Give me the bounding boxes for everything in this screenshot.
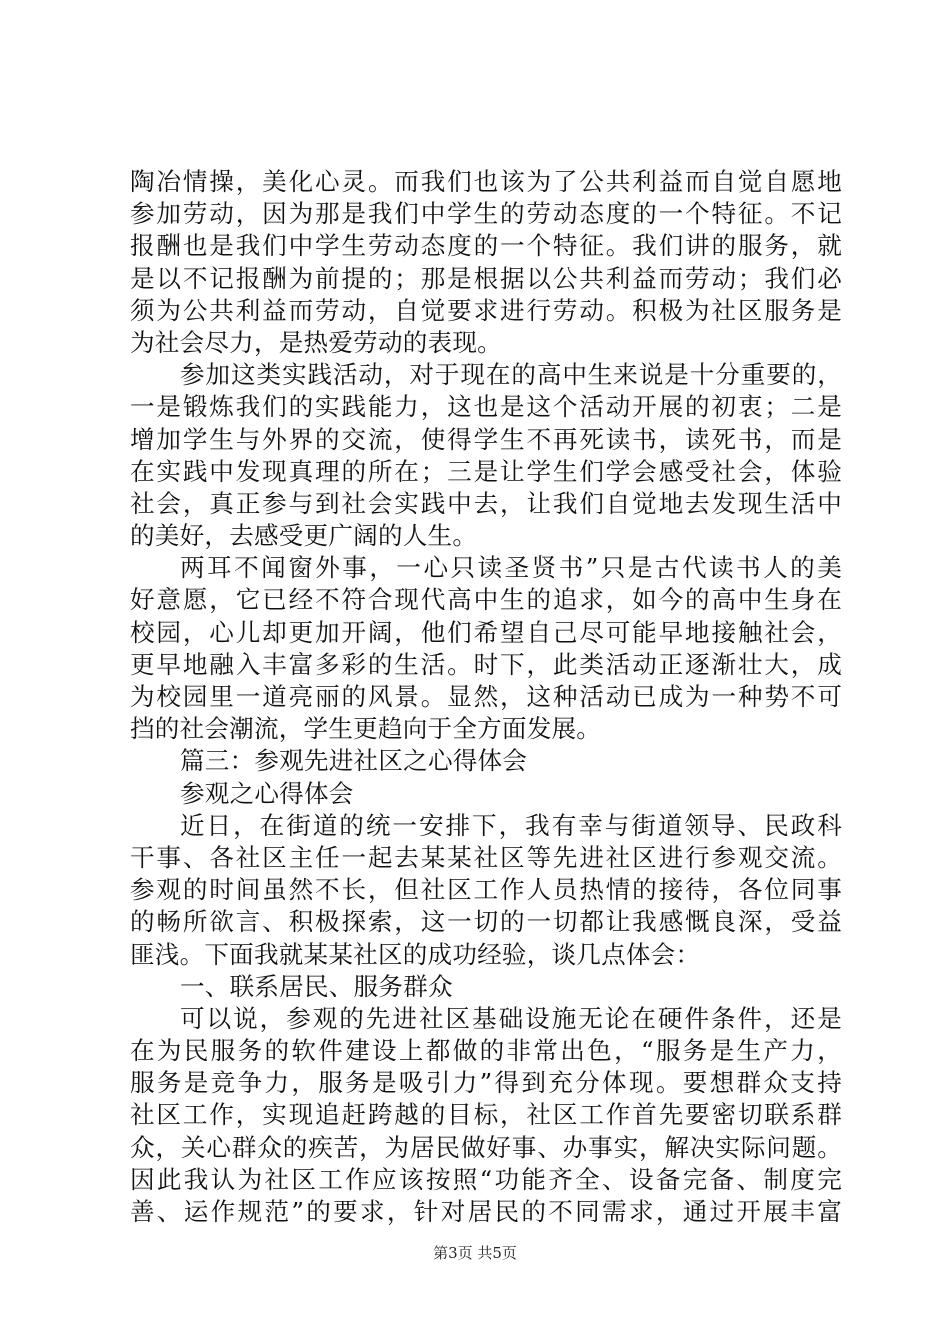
subsection-heading: 参观之心得体会 [180,778,354,808]
text-line: 服务是竞争力，服务是吸引力”得到充分体现。要想群众支持 [130,1068,842,1098]
text-line: 参加这类实践活动，对于现在的高中生来说是十分重要的， [180,360,842,390]
text-line: 为社会尽力，是热爱劳动的表现。 [130,327,502,357]
section-heading: 篇三：参观先进社区之心得体会 [180,746,528,776]
text-line: 参观的时间虽然不长，但社区工作人员热情的接待，各位同事 [130,875,842,905]
text-line: 的畅所欲言、积极探索，这一切的一切都让我感慨良深，受益 [130,907,842,937]
text-line: 陶冶情操，美化心灵。而我们也该为了公共利益而自觉自愿地 [130,167,842,196]
text-line: 好意愿，它已经不符合现代高中生的追求，如今的高中生身在 [130,585,842,615]
text-line: 匪浅。下面我就某某社区的成功经验，谈几点体会： [130,939,701,969]
text-line: 因此我认为社区工作应该按照“功能齐全、设备完备、制度完 [130,1164,842,1194]
text-line: 社会，真正参与到社会实践中去，让我们自觉地去发现生活中 [130,488,842,518]
text-line: 是以不记报酬为前提的；那是根据以公共利益而劳动；我们必 [130,263,842,293]
text-line: 一是锻炼我们的实践能力，这也是这个活动开展的初衷；二是 [130,392,842,422]
text-line: 的美好，去感受更广阔的人生。 [130,521,478,551]
text-line: 两耳不闻窗外事，一心只读圣贤书”只是古代读书人的美 [180,553,842,583]
text-line: 报酬也是我们中学生劳动态度的一个特征。我们讲的服务，就 [130,231,842,261]
text-line: 社区工作，实现追赶跨越的目标，社区工作首先要密切联系群 [130,1100,842,1130]
text-line: 为校园里一道亮丽的风景。显然，这种活动已成为一种势不可 [130,682,842,711]
text-line: 干事、各社区主任一起去某某社区等先进社区进行参观交流。 [130,842,842,872]
text-line: 增加学生与外界的交流，使得学生不再死读书，读死书，而是 [130,424,842,454]
text-line: 近日，在街道的统一安排下，我有幸与街道领导、民政科 [180,810,842,840]
text-line: 参加劳动，因为那是我们中学生的劳动态度的一个特征。不记 [130,199,842,229]
text-line: 善、运作规范”的要求，针对居民的不同需求，通过开展丰富 [130,1197,842,1226]
text-line: 众，关心群众的疾苦，为居民做好事、办事实，解决实际问题。 [130,1132,842,1162]
text-line: 校园，心儿却更加开阔，他们希望自己尽可能早地接触社会， [130,617,842,647]
text-line: 挡的社会潮流，学生更趋向于全方面发展。 [130,714,602,744]
text-line: 可以说，参观的先进社区基础设施无论在硬件条件，还是 [180,1003,842,1033]
body-text [130,166,842,1228]
text-line: 更早地融入丰富多彩的生活。时下，此类活动正逐渐壮大，成 [130,649,842,679]
page-total: 共5页 [477,1244,517,1262]
text-line: 在为民服务的软件建设上都做的非常出色，“服务是生产力， [130,1036,842,1066]
point-heading: 一、联系居民、服务群众 [180,971,453,1001]
text-line: 在实践中发现真理的所在；三是让学生们学会感受社会，体验 [130,456,842,486]
page-footer [0,1243,950,1263]
page-number: 第3页 [433,1244,473,1262]
text-line: 须为公共利益而劳动，自觉要求进行劳动。积极为社区服务是 [130,295,842,325]
